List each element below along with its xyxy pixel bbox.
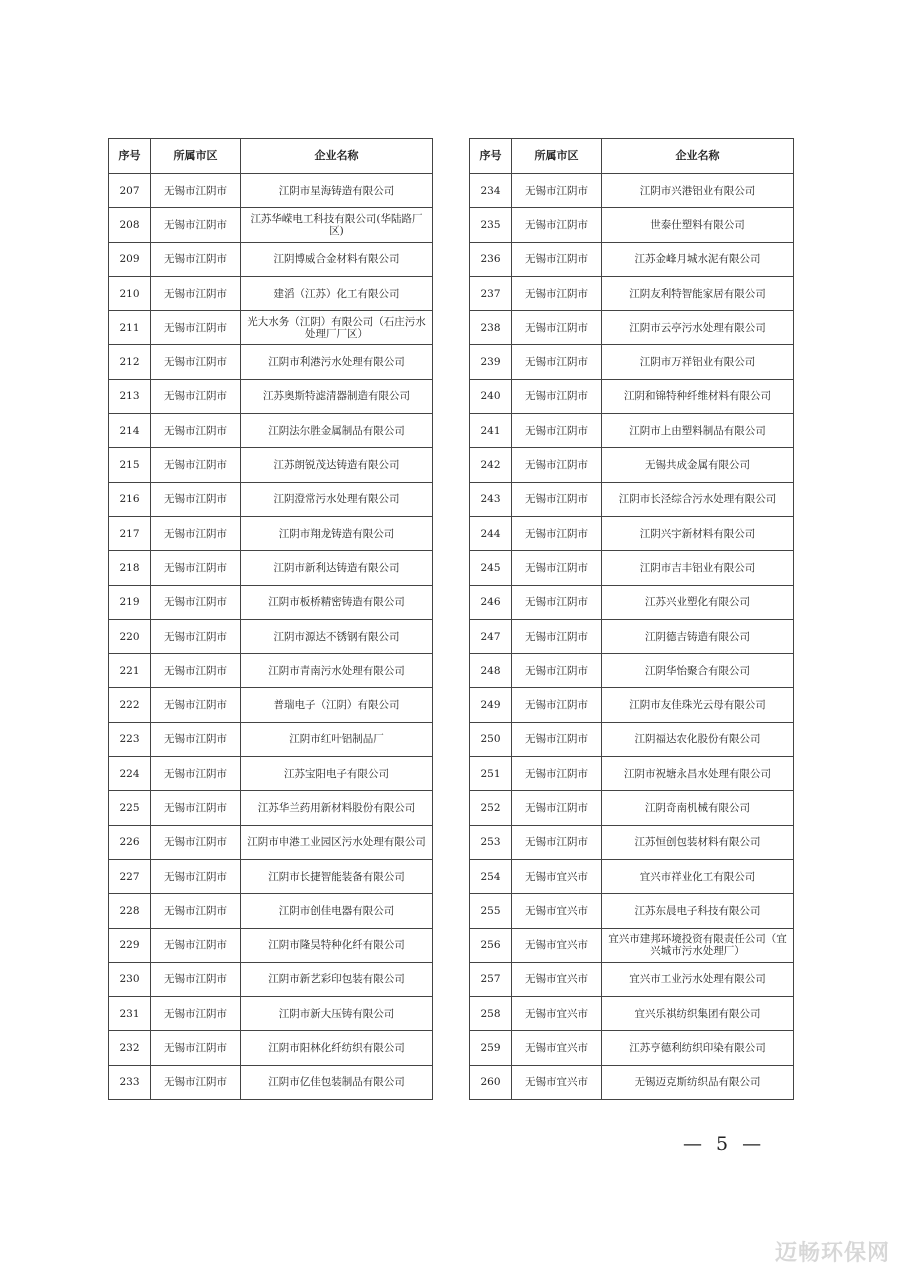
cell-enterprise-name: 宜兴市工业污水处理有限公司 — [602, 962, 794, 996]
cell-serial-number: 246 — [470, 585, 512, 619]
cell-region: 无锡市江阴市 — [512, 448, 602, 482]
cell-serial-number: 207 — [109, 174, 151, 208]
table-row — [109, 516, 433, 550]
cell-enterprise-name: 江阴友利特智能家居有限公司 — [602, 276, 794, 310]
page-number: — 5 — — [683, 1133, 766, 1155]
cell-region: 无锡市江阴市 — [151, 448, 241, 482]
cell-enterprise-name: 江阴市新艺彩印包装有限公司 — [241, 962, 433, 996]
cell-serial-number: 255 — [470, 894, 512, 928]
cell-enterprise-name: 宜兴乐祺纺织集团有限公司 — [602, 997, 794, 1031]
cell-region: 无锡市宜兴市 — [512, 894, 602, 928]
cell-enterprise-name: 宜兴市祥业化工有限公司 — [602, 859, 794, 893]
cell-serial-number: 251 — [470, 757, 512, 791]
table-row — [109, 619, 433, 653]
table-row — [470, 619, 794, 653]
table-row — [109, 208, 433, 242]
cell-enterprise-name: 无锡共成金属有限公司 — [602, 448, 794, 482]
table-row — [470, 722, 794, 756]
cell-enterprise-name: 江阴市源达不锈钢有限公司 — [241, 619, 433, 653]
table-row — [109, 551, 433, 585]
table-row — [109, 448, 433, 482]
table-header-row — [109, 139, 433, 174]
cell-region: 无锡市宜兴市 — [512, 1065, 602, 1099]
cell-enterprise-name: 普瑞电子（江阴）有限公司 — [241, 688, 433, 722]
cell-enterprise-name: 江阴市新大压铸有限公司 — [241, 997, 433, 1031]
cell-region: 无锡市江阴市 — [512, 585, 602, 619]
table-row — [470, 482, 794, 516]
cell-region: 无锡市江阴市 — [512, 619, 602, 653]
table-row — [470, 379, 794, 413]
cell-enterprise-name: 江阴市祝塘永昌水处理有限公司 — [602, 757, 794, 791]
table-row — [470, 1031, 794, 1065]
cell-serial-number: 223 — [109, 722, 151, 756]
table-row — [109, 242, 433, 276]
table-row — [470, 242, 794, 276]
table-row — [470, 516, 794, 550]
cell-enterprise-name: 江阴市阳林化纤纺织有限公司 — [241, 1031, 433, 1065]
cell-region: 无锡市江阴市 — [151, 619, 241, 653]
cell-serial-number: 248 — [470, 654, 512, 688]
cell-serial-number: 239 — [470, 345, 512, 379]
cell-serial-number: 220 — [109, 619, 151, 653]
cell-enterprise-name: 建滔（江苏）化工有限公司 — [241, 276, 433, 310]
cell-enterprise-name: 江阴市板桥精密铸造有限公司 — [241, 585, 433, 619]
table-row — [109, 1031, 433, 1065]
cell-region: 无锡市江阴市 — [512, 482, 602, 516]
table-row — [109, 894, 433, 928]
cell-serial-number: 236 — [470, 242, 512, 276]
cell-enterprise-name: 江阴法尔胜金属制品有限公司 — [241, 414, 433, 448]
cell-region: 无锡市江阴市 — [151, 242, 241, 276]
cell-enterprise-name: 江阴市万祥铝业有限公司 — [602, 345, 794, 379]
cell-serial-number: 225 — [109, 791, 151, 825]
table-row — [109, 722, 433, 756]
cell-enterprise-name: 江阴市云亭污水处理有限公司 — [602, 311, 794, 345]
cell-enterprise-name: 江苏金峰月城水泥有限公司 — [602, 242, 794, 276]
table-row — [470, 962, 794, 996]
cell-region: 无锡市江阴市 — [512, 551, 602, 585]
cell-region: 无锡市江阴市 — [151, 174, 241, 208]
cell-enterprise-name: 江阴市友佳珠光云母有限公司 — [602, 688, 794, 722]
cell-enterprise-name: 江阴市星海铸造有限公司 — [241, 174, 433, 208]
table-row — [109, 414, 433, 448]
cell-region: 无锡市江阴市 — [512, 174, 602, 208]
cell-region: 无锡市江阴市 — [512, 516, 602, 550]
cell-serial-number: 238 — [470, 311, 512, 345]
cell-serial-number: 231 — [109, 997, 151, 1031]
table-row — [470, 208, 794, 242]
cell-serial-number: 211 — [109, 311, 151, 345]
table-row — [109, 379, 433, 413]
cell-region: 无锡市江阴市 — [512, 208, 602, 242]
cell-region: 无锡市江阴市 — [151, 516, 241, 550]
cell-region: 无锡市江阴市 — [151, 311, 241, 345]
cell-enterprise-name: 江苏亨德利纺织印染有限公司 — [602, 1031, 794, 1065]
cell-enterprise-name: 江阴市创佳电器有限公司 — [241, 894, 433, 928]
header-enterprise-name: 企业名称 — [602, 139, 794, 174]
cell-serial-number: 213 — [109, 379, 151, 413]
cell-enterprise-name: 世泰仕塑料有限公司 — [602, 208, 794, 242]
cell-region: 无锡市江阴市 — [151, 345, 241, 379]
table-row — [470, 859, 794, 893]
cell-serial-number: 237 — [470, 276, 512, 310]
cell-serial-number: 214 — [109, 414, 151, 448]
cell-region: 无锡市江阴市 — [512, 825, 602, 859]
table-row — [109, 174, 433, 208]
header-serial-number: 序号 — [470, 139, 512, 174]
table-row — [470, 448, 794, 482]
cell-region: 无锡市江阴市 — [512, 311, 602, 345]
cell-serial-number: 221 — [109, 654, 151, 688]
table-row — [109, 791, 433, 825]
cell-region: 无锡市宜兴市 — [512, 962, 602, 996]
cell-region: 无锡市江阴市 — [512, 654, 602, 688]
cell-region: 无锡市江阴市 — [512, 722, 602, 756]
cell-region: 无锡市江阴市 — [512, 414, 602, 448]
cell-region: 无锡市江阴市 — [151, 894, 241, 928]
cell-region: 无锡市江阴市 — [512, 791, 602, 825]
cell-enterprise-name: 江阴市利港污水处理有限公司 — [241, 345, 433, 379]
cell-serial-number: 230 — [109, 962, 151, 996]
cell-serial-number: 208 — [109, 208, 151, 242]
cell-serial-number: 222 — [109, 688, 151, 722]
cell-serial-number: 242 — [470, 448, 512, 482]
cell-enterprise-name: 江阴奇南机械有限公司 — [602, 791, 794, 825]
cell-serial-number: 233 — [109, 1065, 151, 1099]
cell-enterprise-name: 江阴市长捷智能装备有限公司 — [241, 859, 433, 893]
enterprise-table-left — [108, 138, 433, 1100]
cell-enterprise-name: 江阴市兴港铝业有限公司 — [602, 174, 794, 208]
table-row — [109, 962, 433, 996]
table-row — [109, 997, 433, 1031]
cell-serial-number: 224 — [109, 757, 151, 791]
cell-serial-number: 256 — [470, 928, 512, 962]
cell-serial-number: 217 — [109, 516, 151, 550]
cell-enterprise-name: 江苏奥斯特滤清器制造有限公司 — [241, 379, 433, 413]
table-row — [109, 757, 433, 791]
cell-region: 无锡市江阴市 — [151, 482, 241, 516]
cell-region: 无锡市江阴市 — [151, 757, 241, 791]
cell-region: 无锡市江阴市 — [151, 825, 241, 859]
cell-enterprise-name: 江苏华兰药用新材料股份有限公司 — [241, 791, 433, 825]
cell-enterprise-name: 江苏宝阳电子有限公司 — [241, 757, 433, 791]
cell-enterprise-name: 江阴市隆昊特种化纤有限公司 — [241, 928, 433, 962]
cell-region: 无锡市江阴市 — [151, 1065, 241, 1099]
table-row — [109, 688, 433, 722]
cell-enterprise-name: 江阴澄常污水处理有限公司 — [241, 482, 433, 516]
cell-serial-number: 259 — [470, 1031, 512, 1065]
cell-region: 无锡市江阴市 — [151, 654, 241, 688]
table-row — [470, 174, 794, 208]
cell-region: 无锡市宜兴市 — [512, 997, 602, 1031]
cell-region: 无锡市江阴市 — [512, 757, 602, 791]
cell-serial-number: 210 — [109, 276, 151, 310]
cell-region: 无锡市江阴市 — [151, 859, 241, 893]
cell-region: 无锡市江阴市 — [151, 791, 241, 825]
cell-enterprise-name: 江阴市青南污水处理有限公司 — [241, 654, 433, 688]
cell-region: 无锡市江阴市 — [151, 585, 241, 619]
watermark-logo: 迈畅环保网 — [774, 1241, 890, 1266]
cell-serial-number: 240 — [470, 379, 512, 413]
table-row — [109, 928, 433, 962]
table-row — [470, 894, 794, 928]
table-row — [470, 654, 794, 688]
cell-enterprise-name: 宜兴市建邦环境投资有限责任公司（宜兴城市污水处理厂） — [602, 928, 794, 962]
cell-enterprise-name: 江阴博威合金材料有限公司 — [241, 242, 433, 276]
cell-enterprise-name: 江阴市长泾综合污水处理有限公司 — [602, 482, 794, 516]
cell-enterprise-name: 江阴兴宇新材料有限公司 — [602, 516, 794, 550]
table-row — [109, 859, 433, 893]
table-row — [109, 1065, 433, 1099]
cell-region: 无锡市宜兴市 — [512, 1031, 602, 1065]
table-row — [109, 825, 433, 859]
cell-enterprise-name: 江阴市申港工业园区污水处理有限公司 — [241, 825, 433, 859]
cell-enterprise-name: 江苏东晨电子科技有限公司 — [602, 894, 794, 928]
cell-serial-number: 247 — [470, 619, 512, 653]
cell-enterprise-name: 江阴德吉铸造有限公司 — [602, 619, 794, 653]
table-row — [470, 757, 794, 791]
table-row — [470, 791, 794, 825]
cell-region: 无锡市江阴市 — [151, 688, 241, 722]
cell-enterprise-name: 江苏恒创包装材料有限公司 — [602, 825, 794, 859]
cell-serial-number: 254 — [470, 859, 512, 893]
cell-serial-number: 226 — [109, 825, 151, 859]
cell-enterprise-name: 江阴市翔龙铸造有限公司 — [241, 516, 433, 550]
table-row — [470, 825, 794, 859]
table-row — [109, 276, 433, 310]
cell-serial-number: 252 — [470, 791, 512, 825]
table-row — [470, 997, 794, 1031]
cell-region: 无锡市江阴市 — [151, 208, 241, 242]
header-region: 所属市区 — [151, 139, 241, 174]
cell-serial-number: 235 — [470, 208, 512, 242]
cell-region: 无锡市江阴市 — [512, 242, 602, 276]
cell-region: 无锡市江阴市 — [512, 379, 602, 413]
table-row — [470, 276, 794, 310]
cell-serial-number: 229 — [109, 928, 151, 962]
table-row — [470, 414, 794, 448]
table-row — [109, 345, 433, 379]
cell-serial-number: 218 — [109, 551, 151, 585]
table-row — [109, 482, 433, 516]
cell-serial-number: 216 — [109, 482, 151, 516]
cell-serial-number: 215 — [109, 448, 151, 482]
cell-serial-number: 227 — [109, 859, 151, 893]
cell-region: 无锡市江阴市 — [151, 928, 241, 962]
cell-serial-number: 232 — [109, 1031, 151, 1065]
table-row — [470, 551, 794, 585]
cell-region: 无锡市江阴市 — [512, 276, 602, 310]
cell-serial-number: 212 — [109, 345, 151, 379]
cell-enterprise-name: 江阴市上由塑料制品有限公司 — [602, 414, 794, 448]
cell-serial-number: 250 — [470, 722, 512, 756]
cell-region: 无锡市江阴市 — [151, 414, 241, 448]
enterprise-table-right — [469, 138, 794, 1100]
table-row — [109, 311, 433, 345]
table-row — [109, 654, 433, 688]
cell-region: 无锡市江阴市 — [151, 722, 241, 756]
cell-enterprise-name: 江阴市新利达铸造有限公司 — [241, 551, 433, 585]
table-row — [470, 928, 794, 962]
cell-enterprise-name: 光大水务（江阴）有限公司（石庄污水处理厂厂区） — [241, 311, 433, 345]
cell-serial-number: 249 — [470, 688, 512, 722]
cell-region: 无锡市江阴市 — [151, 997, 241, 1031]
cell-serial-number: 253 — [470, 825, 512, 859]
table-row — [109, 585, 433, 619]
cell-enterprise-name: 江阴市吉丰铝业有限公司 — [602, 551, 794, 585]
cell-serial-number: 245 — [470, 551, 512, 585]
cell-region: 无锡市江阴市 — [151, 1031, 241, 1065]
cell-serial-number: 258 — [470, 997, 512, 1031]
cell-serial-number: 209 — [109, 242, 151, 276]
cell-region: 无锡市宜兴市 — [512, 928, 602, 962]
cell-enterprise-name: 江苏兴业塑化有限公司 — [602, 585, 794, 619]
cell-serial-number: 257 — [470, 962, 512, 996]
table-row — [470, 585, 794, 619]
cell-serial-number: 228 — [109, 894, 151, 928]
cell-region: 无锡市宜兴市 — [512, 859, 602, 893]
cell-enterprise-name: 江阴福达农化股份有限公司 — [602, 722, 794, 756]
header-region: 所属市区 — [512, 139, 602, 174]
cell-region: 无锡市江阴市 — [151, 962, 241, 996]
cell-enterprise-name: 江阴市红叶铝制品厂 — [241, 722, 433, 756]
header-enterprise-name: 企业名称 — [241, 139, 433, 174]
cell-enterprise-name: 江阴和锦特种纤维材料有限公司 — [602, 379, 794, 413]
table-row — [470, 1065, 794, 1099]
cell-region: 无锡市江阴市 — [151, 276, 241, 310]
cell-serial-number: 260 — [470, 1065, 512, 1099]
table-row — [470, 311, 794, 345]
cell-serial-number: 234 — [470, 174, 512, 208]
cell-enterprise-name: 江苏华嵘电工科技有限公司(华陆路厂区) — [241, 208, 433, 242]
cell-region: 无锡市江阴市 — [512, 345, 602, 379]
cell-region: 无锡市江阴市 — [151, 379, 241, 413]
cell-serial-number: 244 — [470, 516, 512, 550]
cell-serial-number: 243 — [470, 482, 512, 516]
table-row — [470, 345, 794, 379]
cell-enterprise-name: 江阴华怡聚合有限公司 — [602, 654, 794, 688]
cell-region: 无锡市江阴市 — [512, 688, 602, 722]
cell-region: 无锡市江阴市 — [151, 551, 241, 585]
table-row — [470, 688, 794, 722]
table-header-row — [470, 139, 794, 174]
cell-enterprise-name: 江苏朗锐茂达铸造有限公司 — [241, 448, 433, 482]
cell-enterprise-name: 江阴市亿佳包装制品有限公司 — [241, 1065, 433, 1099]
cell-serial-number: 241 — [470, 414, 512, 448]
header-serial-number: 序号 — [109, 139, 151, 174]
cell-enterprise-name: 无锡迈克斯纺织品有限公司 — [602, 1065, 794, 1099]
cell-serial-number: 219 — [109, 585, 151, 619]
